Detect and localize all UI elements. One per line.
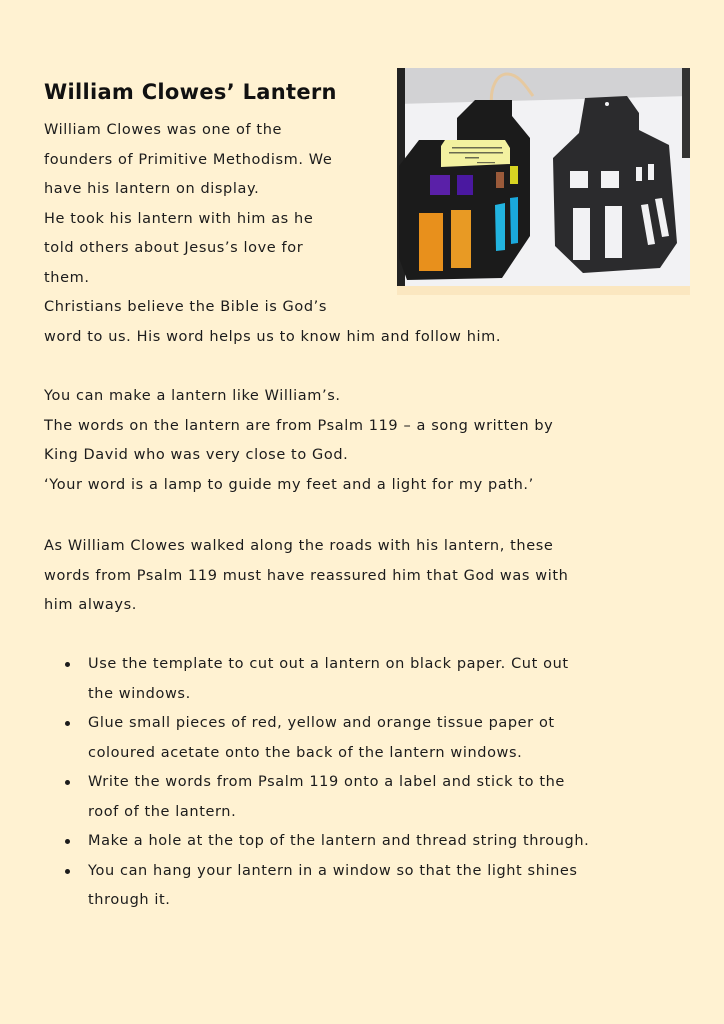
instruction-line: coloured acetate onto the back of the lantern windows. bbox=[88, 744, 523, 761]
intro-line: founders of Primitive Methodism. We bbox=[44, 151, 333, 168]
intro-line: He took his lantern with him as he bbox=[44, 210, 314, 227]
instruction-line: Make a hole at the top of the lantern and thread string through. bbox=[88, 833, 590, 849]
instruction-line: You can hang your lantern in a window so that the light shines bbox=[88, 862, 578, 879]
intro-line: William Clowes was one of the bbox=[44, 122, 283, 138]
instruction-item bbox=[44, 768, 694, 827]
psalm-line: The words on the lantern are from Psalm 119 – a song written by bbox=[44, 417, 554, 434]
intro-line: them. bbox=[44, 269, 90, 286]
lantern-photo bbox=[397, 68, 690, 295]
intro-line: word to us. His word helps us to know him and follow him. bbox=[44, 328, 502, 345]
reassure-line: words from Psalm 119 must have reassured him that God was with bbox=[44, 567, 569, 584]
bullet-icon bbox=[65, 839, 70, 844]
psalm-line: You can make a lantern like William’s. bbox=[44, 388, 341, 404]
reassure-line: him always. bbox=[44, 597, 137, 613]
bullet-icon bbox=[65, 780, 70, 785]
instruction-line: Glue small pieces of red, yellow and orange tissue paper ot bbox=[88, 715, 555, 731]
bullet-icon bbox=[65, 869, 70, 874]
psalm-line: King David who was very close to God. bbox=[44, 447, 349, 463]
instruction-line: roof of the lantern. bbox=[88, 803, 237, 820]
intro-line: Christians believe the Bible is God’s bbox=[44, 299, 328, 315]
intro-line: have his lantern on display. bbox=[44, 181, 260, 197]
page-title: William Clowes’ Lantern bbox=[44, 80, 337, 104]
instruction-line: the windows. bbox=[88, 685, 191, 702]
instructions-list bbox=[44, 650, 694, 916]
reassure-line: As William Clowes walked along the roads with his lantern, these bbox=[44, 538, 554, 554]
bullet-icon bbox=[65, 721, 70, 726]
bullet-icon bbox=[65, 662, 70, 667]
instruction-item bbox=[44, 650, 694, 709]
instruction-line: Write the words from Psalm 119 onto a label and stick to the bbox=[88, 774, 565, 790]
instruction-item bbox=[44, 857, 694, 916]
instruction-item bbox=[44, 827, 694, 857]
instruction-item bbox=[44, 709, 694, 768]
instruction-line: through it. bbox=[88, 892, 171, 908]
instruction-line: Use the template to cut out a lantern on black paper. Cut out bbox=[88, 656, 569, 672]
psalm-quote: ‘Your word is a lamp to guide my feet and a light for my path.’ bbox=[44, 476, 534, 493]
intro-line: told others about Jesus’s love for bbox=[44, 240, 304, 256]
lantern-photo-image bbox=[397, 68, 690, 295]
